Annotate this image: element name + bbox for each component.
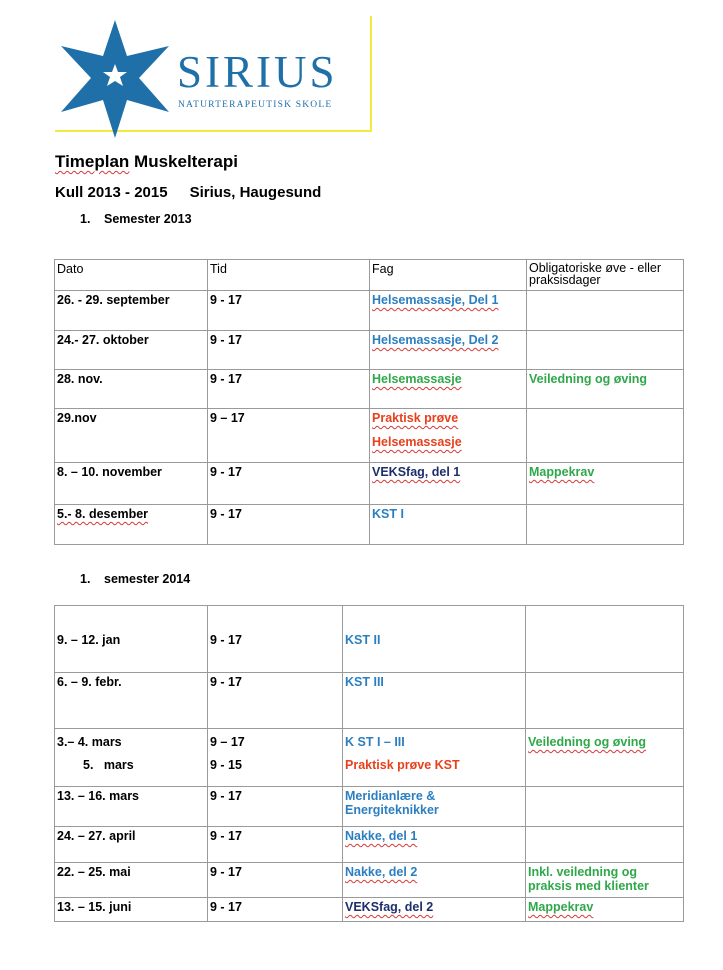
cell-fag: K ST I – III	[345, 735, 405, 749]
cell-tid: 9 – 17	[208, 409, 370, 463]
semester-number: 1.	[80, 572, 91, 586]
cell-dato: 24.- 27. oktober	[55, 331, 208, 370]
cell-dato: 13. – 15. juni	[55, 898, 208, 922]
cell-dato: 24. – 27. april	[55, 827, 208, 863]
kull-line	[55, 184, 321, 201]
cell-dato: 26. - 29. september	[55, 291, 208, 331]
cell-dato-line2: 5. mars	[83, 758, 134, 772]
cell-dato: 13. – 16. mars	[55, 787, 208, 827]
cell-tid: 9 - 17	[208, 463, 370, 505]
cell-tid: 9 - 17	[208, 606, 343, 673]
table-row	[55, 463, 684, 505]
cell-obl: Mappekrav	[528, 900, 594, 914]
header-tid: Tid	[208, 260, 370, 291]
logo-subtitle: NATURTERAPEUTISK SKOLE	[178, 100, 333, 110]
cell-obl: Inkl. veiledning og praksis med klienter	[526, 863, 684, 898]
schedule-table-2014	[54, 605, 684, 922]
kull-place: Sirius, Haugesund	[189, 184, 322, 201]
cell-obl	[527, 291, 684, 331]
cell-tid: 9 - 17	[208, 898, 343, 922]
table-row	[55, 729, 684, 787]
cell-fag: Praktisk prøve	[372, 411, 459, 425]
semester-heading-1	[80, 212, 192, 226]
cell-tid: 9 - 17	[208, 787, 343, 827]
cell-obl	[526, 606, 684, 673]
header-fag: Fag	[370, 260, 527, 291]
cell-dato: 22. – 25. mai	[55, 863, 208, 898]
cell-tid: 9 - 17	[208, 827, 343, 863]
table-row	[55, 370, 684, 409]
logo-name: SIRIUS	[177, 47, 338, 97]
cell-fag: Helsemassasje, Del 2	[372, 333, 499, 347]
table-row	[55, 505, 684, 545]
cell-tid: 9 - 17	[208, 505, 370, 545]
cell-tid: 9 - 17	[208, 370, 370, 409]
semester-number: 1.	[80, 212, 91, 226]
table-row	[55, 787, 684, 827]
cell-fag: KST I	[370, 505, 527, 545]
table-row	[55, 291, 684, 331]
table-row	[55, 863, 684, 898]
cell-fag: Helsemassasje, Del 1	[372, 293, 499, 307]
cell-obl	[527, 505, 684, 545]
cell-tid: 9 - 17	[208, 863, 343, 898]
semester-label: semester 2014	[104, 572, 191, 586]
title-prefix: Timeplan	[55, 152, 130, 171]
cell-tid: 9 – 17	[210, 735, 245, 749]
cell-dato: 9. – 12. jan	[55, 606, 208, 673]
cell-fag: VEKSfag, del 1	[372, 465, 461, 479]
cell-dato: 5.- 8. desember	[57, 507, 149, 521]
cell-tid: 9 - 17	[208, 673, 343, 729]
cell-dato: 3.– 4. mars	[57, 735, 122, 749]
table-row	[55, 606, 684, 673]
header-obligatoriske: Obligatoriske øve - eller praksisdager	[527, 260, 684, 291]
cell-obl: Veiledning og øving	[527, 370, 684, 409]
page-title	[55, 152, 238, 172]
cell-tid: 9 - 17	[208, 331, 370, 370]
cell-fag: Meridianlære & Energiteknikker	[343, 787, 526, 827]
cell-obl	[526, 673, 684, 729]
cell-fag: Helsemassasje	[372, 372, 462, 386]
header-dato: Dato	[55, 260, 208, 291]
cell-fag: KST III	[343, 673, 526, 729]
cell-tid: 9 - 17	[208, 291, 370, 331]
cell-dato: 28. nov.	[55, 370, 208, 409]
cell-fag-line2: Helsemassasje	[372, 435, 462, 449]
kull-years: Kull 2013 - 2015	[55, 184, 168, 201]
star-icon	[55, 20, 175, 138]
table-row	[55, 409, 684, 463]
table-row	[55, 673, 684, 729]
cell-obl: Mappekrav	[529, 465, 595, 479]
cell-fag: Nakke, del 1	[345, 829, 418, 843]
cell-dato: 6. – 9. febr.	[55, 673, 208, 729]
cell-dato: 29.nov	[55, 409, 208, 463]
title-rest: Muskelterapi	[129, 152, 238, 171]
cell-obl	[527, 331, 684, 370]
cell-fag: Nakke, del 2	[345, 865, 418, 879]
semester-label: Semester 2013	[104, 212, 192, 226]
cell-fag: KST II	[343, 606, 526, 673]
schedule-table-2013	[54, 259, 684, 545]
cell-obl	[527, 409, 684, 463]
semester-heading-2	[80, 572, 190, 586]
table-row	[55, 898, 684, 922]
cell-obl	[526, 827, 684, 863]
cell-dato: 8. – 10. november	[55, 463, 208, 505]
logo	[55, 16, 372, 132]
table-row	[55, 827, 684, 863]
cell-fag: VEKSfag, del 2	[345, 900, 434, 914]
table-row	[55, 331, 684, 370]
cell-obl: Veiledning og øving	[528, 735, 647, 749]
table-header-row	[55, 260, 684, 291]
cell-obl	[526, 787, 684, 827]
cell-fag-line2: Praktisk prøve KST	[345, 758, 460, 772]
cell-tid-line2: 9 - 15	[210, 758, 242, 772]
